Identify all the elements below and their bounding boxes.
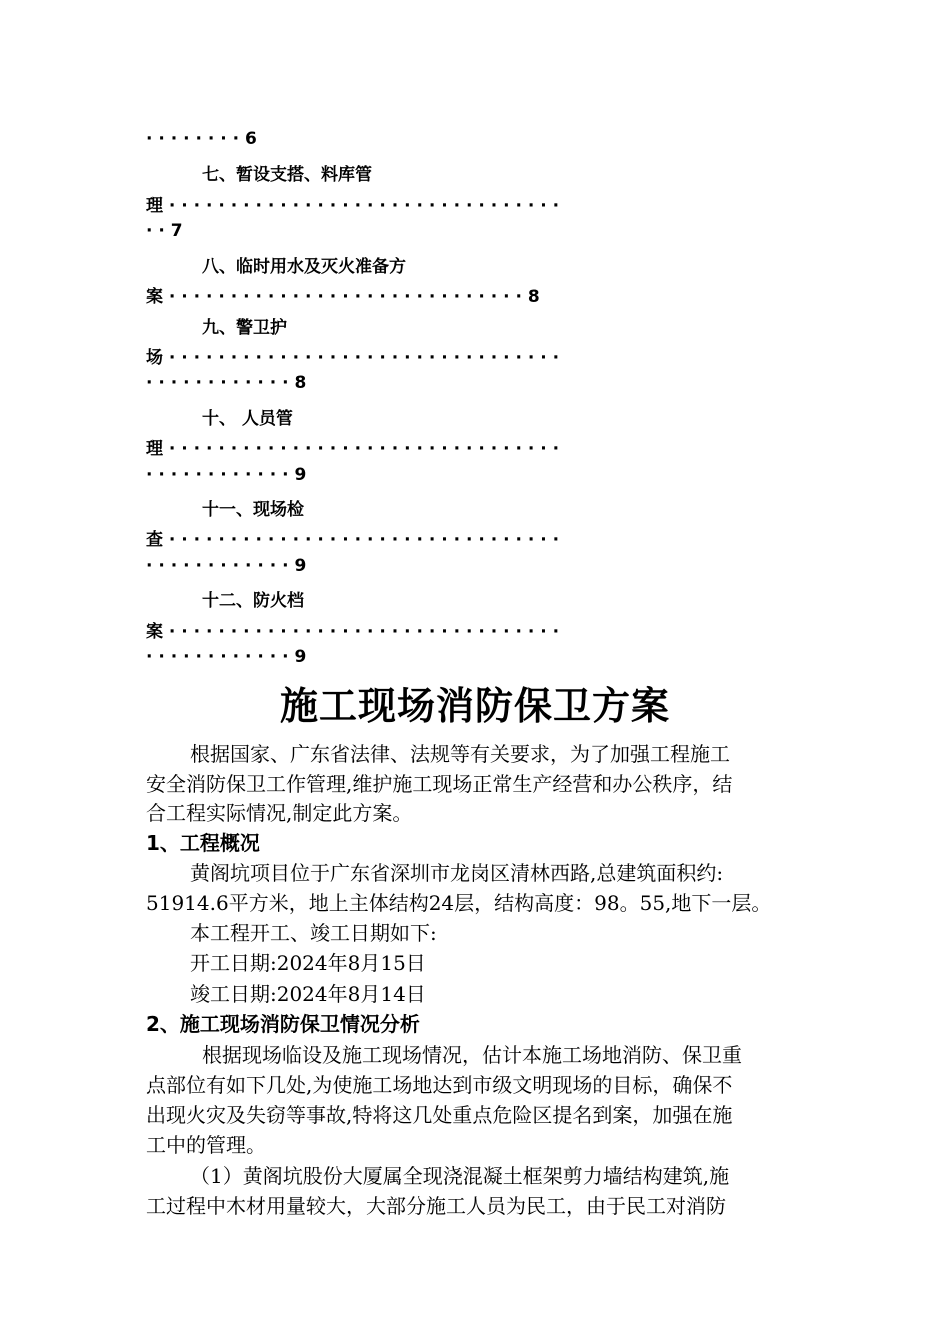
toc-line: · · · · · · · · · · · · 9 [146, 647, 307, 667]
section-paragraph-line: 根据现场临设及施工现场情况，估计本施工场地消防、保卫重 [202, 1043, 742, 1067]
toc-line: · · · · · · · · 6 [146, 129, 257, 149]
toc-entry-8: 八、临时用水及灭火准备方 [202, 257, 406, 277]
section-paragraph-line: 黄阁坑项目位于广东省深圳市龙岗区清林西路,总建筑面积约: [190, 861, 724, 885]
section-paragraph-line: 工中的管理。 [146, 1133, 266, 1157]
toc-entry-12: 十二、防火档 [202, 591, 304, 611]
toc-line: · · · · · · · · · · · · 8 [146, 373, 307, 393]
completion-date: 竣工日期:2024年8月14日 [190, 982, 426, 1006]
section-paragraph-line: 点部位有如下几处,为使施工场地达到市级文明现场的目标，确保不 [146, 1073, 733, 1097]
toc-line: 案 · · · · · · · · · · · · · · · · · · · · · · · · · · · · · · · · [146, 622, 560, 642]
section-paragraph-line: 出现火灾及失窃等事故,特将这几处重点危险区提名到案，加强在施 [146, 1103, 733, 1127]
toc-entry-7: 七、暂设支搭、料库管 [202, 165, 372, 185]
toc-line: 查 · · · · · · · · · · · · · · · · · · · · · · · · · · · · · · · · [146, 530, 560, 550]
section-heading: 1、工程概况 [146, 831, 260, 855]
section-paragraph-line: 工过程中木材用量较大，大部分施工人员为民工，由于民工对消防 [146, 1194, 726, 1218]
toc-entry-11: 十一、现场检 [202, 500, 304, 520]
toc-entry-9: 九、警卫护 [202, 318, 287, 338]
intro-paragraph-line: 安全消防保卫工作管理,维护施工现场正常生产经营和办公秩序，结 [146, 772, 733, 796]
section-paragraph-line: 51914.6平方米，地上主体结构24层，结构高度：98。55,地下一层。 [146, 891, 772, 915]
section-paragraph-line: 本工程开工、竣工日期如下: [190, 921, 437, 945]
intro-paragraph-line: 合工程实际情况,制定此方案。 [146, 801, 413, 825]
toc-entry-10: 十、 人员管 [202, 409, 293, 429]
toc-line: · · · · · · · · · · · · 9 [146, 465, 307, 485]
toc-line: 理 · · · · · · · · · · · · · · · · · · · · · · · · · · · · · · · · [146, 439, 560, 459]
document-title: 施工现场消防保卫方案 [279, 683, 670, 728]
toc-line: 理 · · · · · · · · · · · · · · · · · · · · · · · · · · · · · · · · [146, 196, 560, 216]
toc-line: · · · · · · · · · · · · 9 [146, 556, 307, 576]
toc-line: 场 · · · · · · · · · · · · · · · · · · · · · · · · · · · · · · · · [146, 348, 560, 368]
section-heading: 2、施工现场消防保卫情况分析 [146, 1012, 420, 1036]
section-paragraph-line: （1）黄阁坑股份大厦属全现浇混凝土框架剪力墙结构建筑,施 [190, 1164, 730, 1188]
toc-line: 案 · · · · · · · · · · · · · · · · · · · · · · · · · · · · · 8 [146, 287, 540, 307]
start-date: 开工日期:2024年8月15日 [190, 951, 426, 975]
intro-paragraph-line: 根据国家、广东省法律、法规等有关要求，为了加强工程施工 [190, 742, 730, 766]
toc-line: · · 7 [146, 221, 183, 241]
